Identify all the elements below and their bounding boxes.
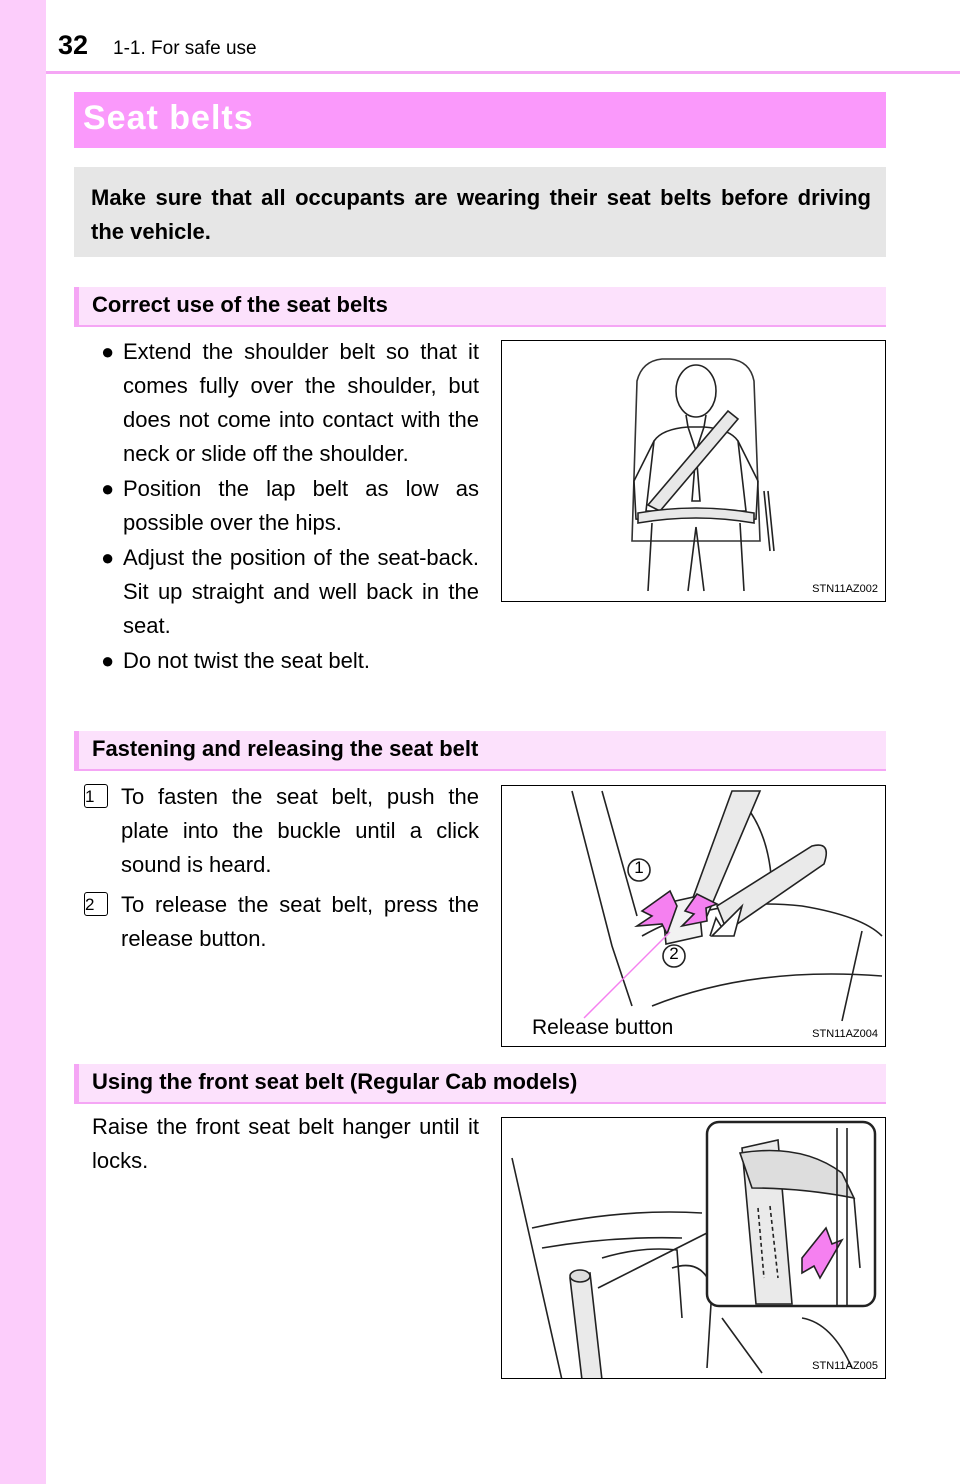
subheading-text: Using the front seat belt (Regular Cab models) bbox=[92, 1069, 578, 1094]
section-path: 1-1. For safe use bbox=[113, 38, 257, 59]
list-item: ● Position the lap belt as low as possible over the hips. bbox=[101, 472, 479, 540]
step-number: 2 bbox=[84, 892, 108, 916]
list-item: ● Adjust the position of the seat-back. Sit up straight and well back in the seat. bbox=[101, 541, 479, 643]
intro-box bbox=[74, 167, 886, 257]
figure-code: STN11AZ002 bbox=[812, 583, 878, 595]
step-text: To fasten the seat belt, push the plate into the buckle until a click sound is heard. bbox=[121, 784, 479, 877]
intro-text: Make sure that all occupants are wearing their seat belts before driving the vehicle. bbox=[91, 185, 871, 244]
figure-code: STN11AZ004 bbox=[812, 1028, 878, 1040]
bullet-list bbox=[101, 335, 479, 679]
callout-number: 1 bbox=[634, 858, 644, 877]
seated-person-figure bbox=[501, 340, 886, 602]
seated-person-illustration bbox=[502, 341, 886, 602]
page-title: Seat belts bbox=[83, 99, 254, 137]
belt-hanger-figure bbox=[501, 1117, 886, 1379]
bullet-icon: ● bbox=[101, 476, 115, 501]
subheading-text: Correct use of the seat belts bbox=[92, 292, 388, 317]
page-number: 32 bbox=[58, 30, 89, 60]
side-tab bbox=[0, 0, 46, 1484]
step-item bbox=[84, 780, 479, 882]
bullet-icon: ● bbox=[101, 648, 115, 673]
subheading-text: Fastening and releasing the seat belt bbox=[92, 736, 479, 761]
subheading-fastening bbox=[74, 731, 886, 771]
release-button-label: Release button bbox=[532, 1016, 674, 1039]
buckle-figure bbox=[501, 785, 886, 1047]
belt-hanger-illustration bbox=[502, 1118, 886, 1379]
header-divider bbox=[46, 71, 960, 74]
title-bar bbox=[74, 92, 886, 148]
step-list bbox=[84, 780, 479, 962]
buckle-illustration bbox=[502, 786, 886, 1047]
subheading-correct-use bbox=[74, 287, 886, 327]
step-text: To release the seat belt, press the release button. bbox=[121, 892, 479, 951]
bullet-icon: ● bbox=[101, 545, 115, 570]
subheading-front-belt bbox=[74, 1064, 886, 1104]
list-item: ● Extend the shoulder belt so that it comes fully over the shoulder, but does not come into contact with the neck or slide off the shoulder. bbox=[101, 335, 479, 471]
body-text: Raise the front seat belt hanger until it locks. bbox=[92, 1114, 479, 1173]
step-number: 1 bbox=[84, 784, 108, 808]
step-item bbox=[84, 888, 479, 956]
callout-number: 2 bbox=[669, 944, 679, 963]
list-item: ● Do not twist the seat belt. bbox=[101, 644, 479, 678]
figure-code: STN11AZ005 bbox=[812, 1360, 878, 1372]
bullet-icon: ● bbox=[101, 339, 115, 364]
